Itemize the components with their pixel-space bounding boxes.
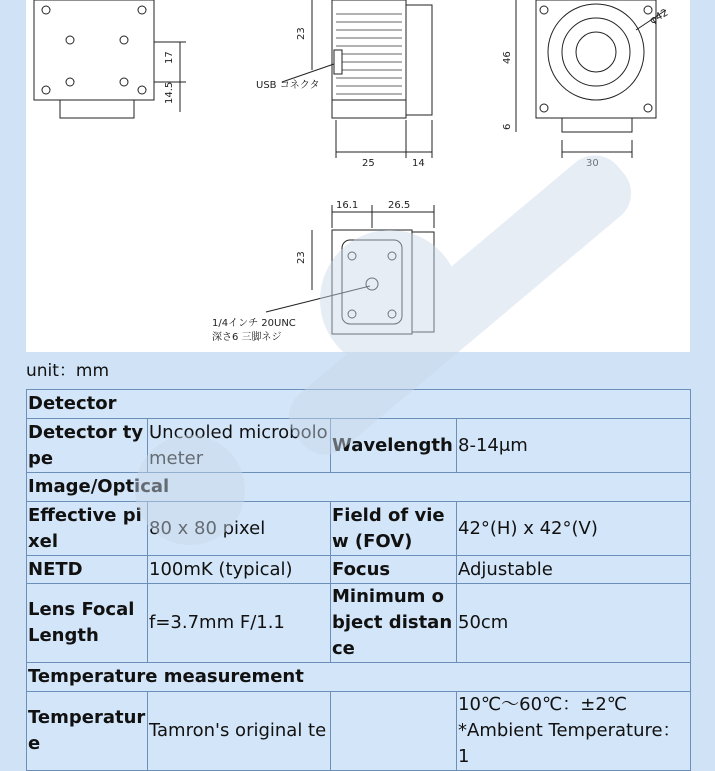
dim-14: 14 bbox=[412, 158, 425, 169]
thread-label: 1/4インチ 20UNC bbox=[212, 318, 296, 329]
table-row bbox=[27, 556, 691, 584]
fov-value: 42°(H) x 42°(V) bbox=[457, 502, 691, 556]
section-image-optical: Image/Optical bbox=[27, 473, 691, 502]
table-row bbox=[27, 502, 691, 556]
section-temperature: Temperature measurement bbox=[27, 663, 691, 692]
dim-17: 17 bbox=[164, 51, 175, 64]
dim-26-5: 26.5 bbox=[388, 200, 411, 211]
bottom-view-outline bbox=[332, 230, 412, 334]
dim-30: 30 bbox=[586, 158, 599, 169]
effective-pixel-label: Effective pixel bbox=[27, 502, 148, 556]
temperature-range-cell bbox=[457, 692, 691, 771]
table-row bbox=[27, 663, 691, 692]
unit-label: unit：mm bbox=[26, 361, 110, 381]
rear-view-lens-mount bbox=[60, 100, 134, 118]
side-view-outline bbox=[332, 0, 406, 100]
focus-label: Focus bbox=[331, 556, 457, 584]
dim-14-5: 14.5 bbox=[164, 81, 175, 104]
temperature-empty-cell bbox=[331, 692, 457, 771]
netd-value: 100mK (typical) bbox=[148, 556, 331, 584]
table-row bbox=[27, 473, 691, 502]
temperature-label: Temperature bbox=[27, 692, 148, 771]
temperature-method-value: Tamron's original te bbox=[148, 692, 331, 771]
camera-dimension-drawing bbox=[26, 0, 690, 352]
netd-label: NETD bbox=[27, 556, 148, 584]
min-object-distance-label: Minimum object distance bbox=[331, 584, 457, 663]
usb-connector-label: USB コネクタ bbox=[256, 80, 320, 91]
detector-type-label: Detector type bbox=[27, 419, 148, 473]
dim-46: 46 bbox=[502, 51, 513, 64]
detector-type-value: Uncooled microbolometer bbox=[148, 419, 331, 473]
effective-pixel-value: 80 x 80 pixel bbox=[148, 502, 331, 556]
dim-bottom-23: 23 bbox=[296, 251, 307, 264]
dim-25: 25 bbox=[362, 158, 375, 169]
table-row bbox=[27, 584, 691, 663]
table-row bbox=[27, 419, 691, 473]
section-detector: Detector bbox=[27, 390, 691, 419]
thread-depth-label: 深さ6 三脚ネジ bbox=[212, 332, 282, 343]
technical-drawing bbox=[26, 0, 690, 352]
wavelength-label: Wavelength bbox=[331, 419, 457, 473]
dim-23: 23 bbox=[296, 27, 307, 40]
lens-focal-length-label: Lens Focal Length bbox=[27, 584, 148, 663]
dim-phi42: φ42 bbox=[648, 7, 671, 27]
dim-16-1: 16.1 bbox=[336, 200, 359, 211]
dim-6: 6 bbox=[502, 123, 513, 130]
focus-value: Adjustable bbox=[457, 556, 691, 584]
fov-label: Field of view (FOV) bbox=[331, 502, 457, 556]
lens-focal-length-value: f=3.7mm F/1.1 bbox=[148, 584, 331, 663]
table-row bbox=[27, 390, 691, 419]
rear-view-outline bbox=[34, 0, 154, 100]
wavelength-value: 8-14μm bbox=[457, 419, 691, 473]
temperature-range: 10℃～60℃：±2℃ bbox=[458, 694, 627, 715]
temperature-note: *Ambient Temperature：1 bbox=[458, 720, 681, 767]
spec-table bbox=[26, 389, 691, 771]
min-object-distance-value: 50cm bbox=[457, 584, 691, 663]
table-row bbox=[27, 692, 691, 771]
